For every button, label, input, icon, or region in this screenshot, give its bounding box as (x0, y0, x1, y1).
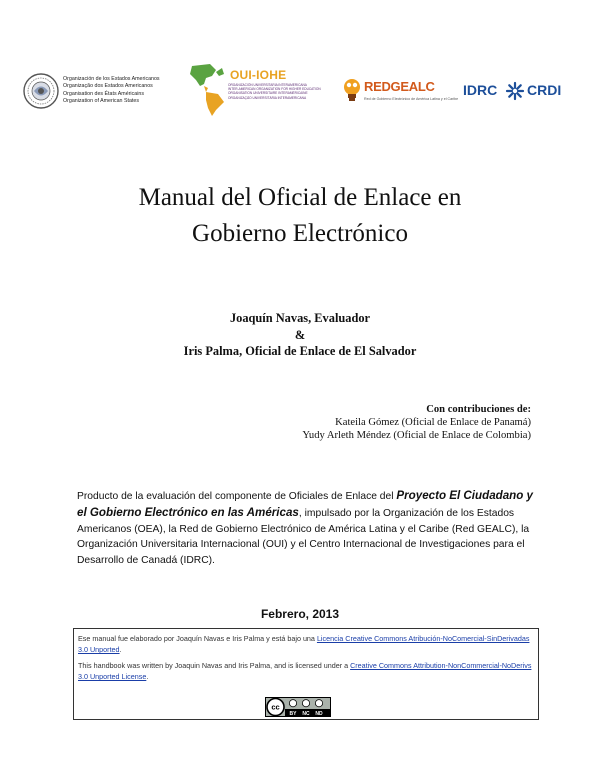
authors-block (0, 310, 600, 360)
title-line-1: Manual del Oficial de Enlace en (138, 184, 462, 211)
oui-name: OUI-IOHE (230, 68, 287, 82)
oui-iohe-logo (186, 62, 322, 118)
project-name: Proyecto El Ciudadano y el Gobierno Electrónico en las Américas (77, 489, 533, 519)
license-en-link[interactable]: Creative Commons Attribution-NonCommercial-NoDerivs 3.0 Unported License (78, 661, 532, 681)
license-es (78, 633, 534, 655)
oui-line-2: INTER-AMERICAN ORGANIZATION FOR HIGHER EDUCATION (228, 87, 321, 92)
product-rest: , impulsado por la Organización de los Estados Americanos (OEA), la Red de Gobierno Electrónico de América Latina y el Caribe (Red GEALC), la Organización Universitaria Internacional (OUI) y el Centro Internacional de Investigaciones para el Desarrollo de Canadá (IDRC). (77, 507, 530, 567)
logo-row (0, 62, 600, 122)
oui-line-3: ORGANISATION UNIVERSITAIRE INTERAMÉRICAINE (228, 91, 308, 96)
license-es-end: . (119, 645, 122, 654)
license-box (73, 628, 539, 720)
license-en-text: This handbook was written by Joaquin Navas and Iris Palma, and is licensed under a (78, 661, 351, 670)
oas-line-4: Organization of American States (63, 98, 139, 105)
oas-line-1: Organización de los Estados Americanos (63, 76, 160, 82)
redgealc-logo (342, 76, 459, 112)
license-en-end: . (146, 672, 149, 681)
license-en (78, 660, 534, 682)
cc-by-nc-nd-badge-icon[interactable] (265, 697, 331, 717)
author-1: Joaquín Navas, Evaluador (229, 311, 371, 325)
publication-date: Febrero, 2013 (260, 607, 340, 621)
license-es-link[interactable]: Licencia Creative Commons Atribución-NoComercial-SinDerivadas 3.0 Unported (78, 634, 530, 654)
redgealc-name: REDGEALC (364, 79, 435, 94)
lightbulb-icon (342, 76, 364, 106)
contributor-2: Yudy Arleth Méndez (Oficial de Enlace de Colombia) (302, 430, 531, 442)
oas-line-2: Organização dos Estados Americanos (63, 83, 153, 90)
license-es-text: Ese manual fue elaborado por Joaquín Navas e Iris Palma y está bajo una (78, 634, 317, 643)
author-conjunction: & (294, 327, 306, 342)
idrc-text: IDRC (463, 82, 498, 98)
product-paragraph (77, 488, 533, 569)
oui-line-1: ORGANIZACIÓN UNIVERSITARIA INTERAMERICANA (228, 83, 307, 87)
oas-seal-icon (22, 72, 60, 110)
oui-line-4: ORGANIZAÇÃO UNIVERSITÁRIA INTERAMERICANA (228, 95, 307, 100)
idrc-star-icon (505, 81, 525, 101)
cc-badge-nc: NC (302, 711, 310, 717)
idrc-logo (463, 78, 573, 102)
americas-map-icon (186, 62, 230, 118)
product-intro: Producto de la evaluación del componente de Oficiales de Enlace del (77, 491, 397, 502)
title-line-2: Gobierno Electrónico (192, 220, 408, 247)
redgealc-tagline: Red de Gobierno Electrónico de América Latina y el Caribe (364, 97, 459, 101)
contributions-heading: Con contribuciones de: (426, 404, 531, 415)
crdi-text: CRDI (527, 82, 562, 98)
cc-badge-cc: cc (271, 702, 280, 712)
oas-line-3: Organisation des États Américains (63, 90, 144, 97)
cc-badge-nd: ND (315, 711, 323, 717)
author-2: Iris Palma, Oficial de Enlace de El Salvador (183, 344, 417, 358)
contributions-block (302, 403, 531, 443)
oas-logo (22, 70, 182, 114)
contributor-1: Kateila Gómez (Oficial de Enlace de Panamá) (335, 417, 531, 429)
cc-badge-by: BY (289, 711, 297, 717)
